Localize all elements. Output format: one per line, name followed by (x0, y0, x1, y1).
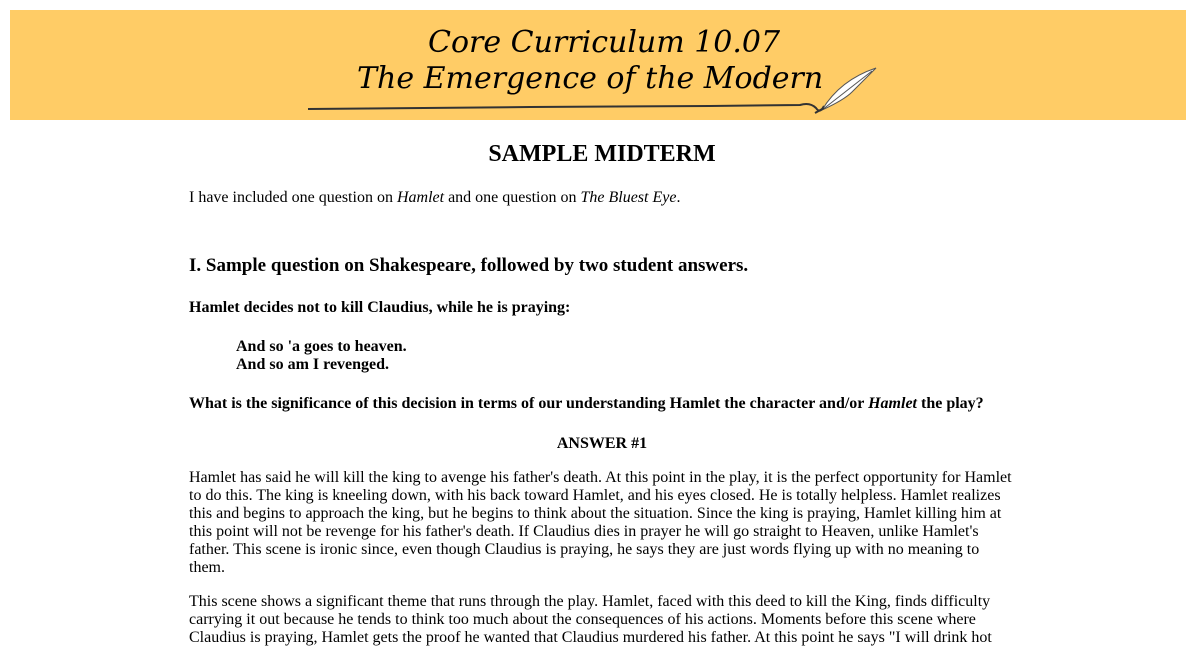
main-content (189, 138, 1015, 647)
answer-paragraph: Hamlet has said he will kill the king to avenge his father's death. At this point in the play, it is the perfect opportunity for Hamlet to do this. The king is kneeling down, with his back toward Hamlet, and his eyes closed. He is totally helpless. Hamlet realizes this and begins to approach the king, but he begins to think about the situation. Since the king is praying, Hamlet killing him at this point will not be revenge for his father's death. If Claudius dies in prayer he will go straight to Heaven, unlike Hamlet's father. This scene is ironic since, even though Claudius is praying, he says they are just words flying up with no meaning to them. (189, 469, 1012, 576)
banner-title-line2: The Emergence of the Modern (357, 61, 824, 96)
quotation (236, 338, 1015, 374)
quote-line: And so am I revenged. (236, 356, 390, 373)
quill-pen-icon (815, 68, 876, 113)
course-banner (10, 10, 1186, 120)
answer-heading: ANSWER #1 (556, 435, 648, 452)
page-title: SAMPLE MIDTERM (488, 141, 716, 167)
banner-graphic (10, 10, 1186, 120)
essay-question: What is the significance of this decision in terms of our understanding Hamlet the character and/or Hamlet the play? (189, 395, 984, 412)
answer-paragraph: This scene shows a significant theme that runs through the play. Hamlet, faced with this deed to kill the King, finds difficulty carrying it out because he tends to think too much about the consequences of his actions. Moments before this scene where Claudius is praying, Hamlet gets the proof he wanted that Claudius murdered his father. At this point he says "I will drink hot (189, 593, 992, 646)
underline-flourish (308, 104, 824, 111)
quote-line: And so 'a goes to heaven. (236, 338, 407, 355)
section-heading: I. Sample question on Shakespeare, followed by two student answers. (189, 255, 749, 276)
question-prompt: Hamlet decides not to kill Claudius, while he is praying: (189, 299, 571, 316)
banner-title-line1: Core Curriculum 10.07 (428, 25, 781, 60)
intro-text: I have included one question on Hamlet and one question on The Bluest Eye. (189, 189, 681, 206)
